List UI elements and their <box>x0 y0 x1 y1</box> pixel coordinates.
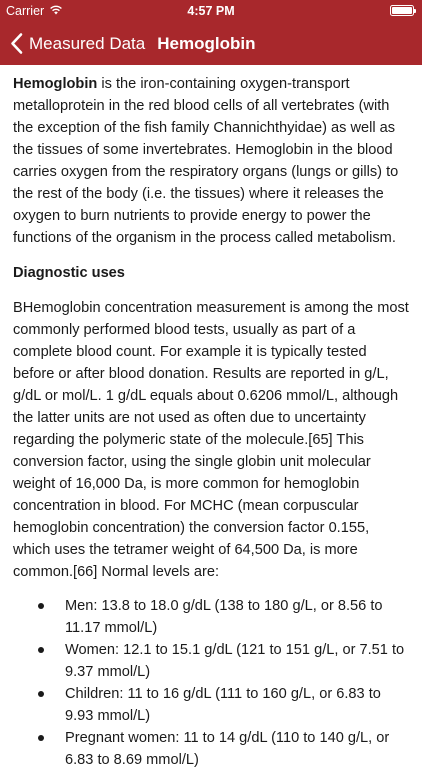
article-content <box>0 65 422 771</box>
list-item-text: Women: 12.1 to 15.1 g/dL (121 to 151 g/L, or 7.51 to 9.37 mmol/L) <box>65 642 405 680</box>
list-item <box>13 683 409 727</box>
bullet-icon <box>38 603 44 609</box>
carrier-label: Carrier <box>6 4 45 18</box>
status-time: 4:57 PM <box>187 4 235 18</box>
back-button-label: Measured Data <box>29 33 146 53</box>
levels-list <box>13 595 409 771</box>
section-heading: Diagnostic uses <box>13 265 125 281</box>
bullet-icon <box>38 647 44 653</box>
intro-paragraph <box>13 73 409 249</box>
bullet-icon <box>38 691 44 697</box>
intro-term: Hemoglobin <box>13 76 98 92</box>
status-bar <box>0 0 422 22</box>
header <box>0 0 422 65</box>
list-item-text: Children: 11 to 16 g/dL (111 to 160 g/L, or 6.83 to 9.93 mmol/L) <box>65 686 381 724</box>
list-item-text: Pregnant women: 11 to 14 g/dL (110 to 140 g/L, or 6.83 to 8.69 mmol/L) <box>65 730 390 768</box>
list-item <box>13 595 409 639</box>
list-item <box>13 639 409 683</box>
page-title: Hemoglobin <box>157 33 256 53</box>
nav-bar <box>0 22 422 65</box>
chevron-left-icon <box>10 33 23 54</box>
back-button[interactable] <box>0 33 145 54</box>
list-item <box>13 727 409 771</box>
intro-text: is the iron-containing oxygen-transport metalloprotein in the red blood cells of all vertebrates (with the exception of the fish family Channichthyidae) as well as the tissues of some invertebrates. Hemoglobin in the blood carries oxygen from the respiratory organs (lungs or gills) to the rest of the body (i.e. the tissues) where it releases the oxygen to burn nutrients to provide energy to power the functions of the organism in the process called metabolism. <box>13 76 399 246</box>
battery-icon <box>390 5 414 16</box>
bullet-icon <box>38 735 44 741</box>
list-item-text: Men: 13.8 to 18.0 g/dL (138 to 180 g/L, or 8.56 to 11.17 mmol/L) <box>65 598 383 636</box>
body-paragraph: BHemoglobin concentration measurement is among the most commonly performed blood tests, usually as part of a complete blood count. For example it is typically tested before or after blood donation. Results are reported in g/L, g/dL or mol/L. 1 g/dL equals about 0.6206 mmol/L, although the latter units are not used as often due to uncertainty regarding the polymeric state of the molecule.[65] This conversion factor, using the single globin unit molecular weight of 16,000 Da, is more common for hemoglobin concentration in blood. For MCHC (mean corpuscular hemoglobin concentration) the conversion factor 0.155, which uses the tetramer weight of 64,500 Da, is more common.[66] Normal levels are: <box>13 300 409 580</box>
